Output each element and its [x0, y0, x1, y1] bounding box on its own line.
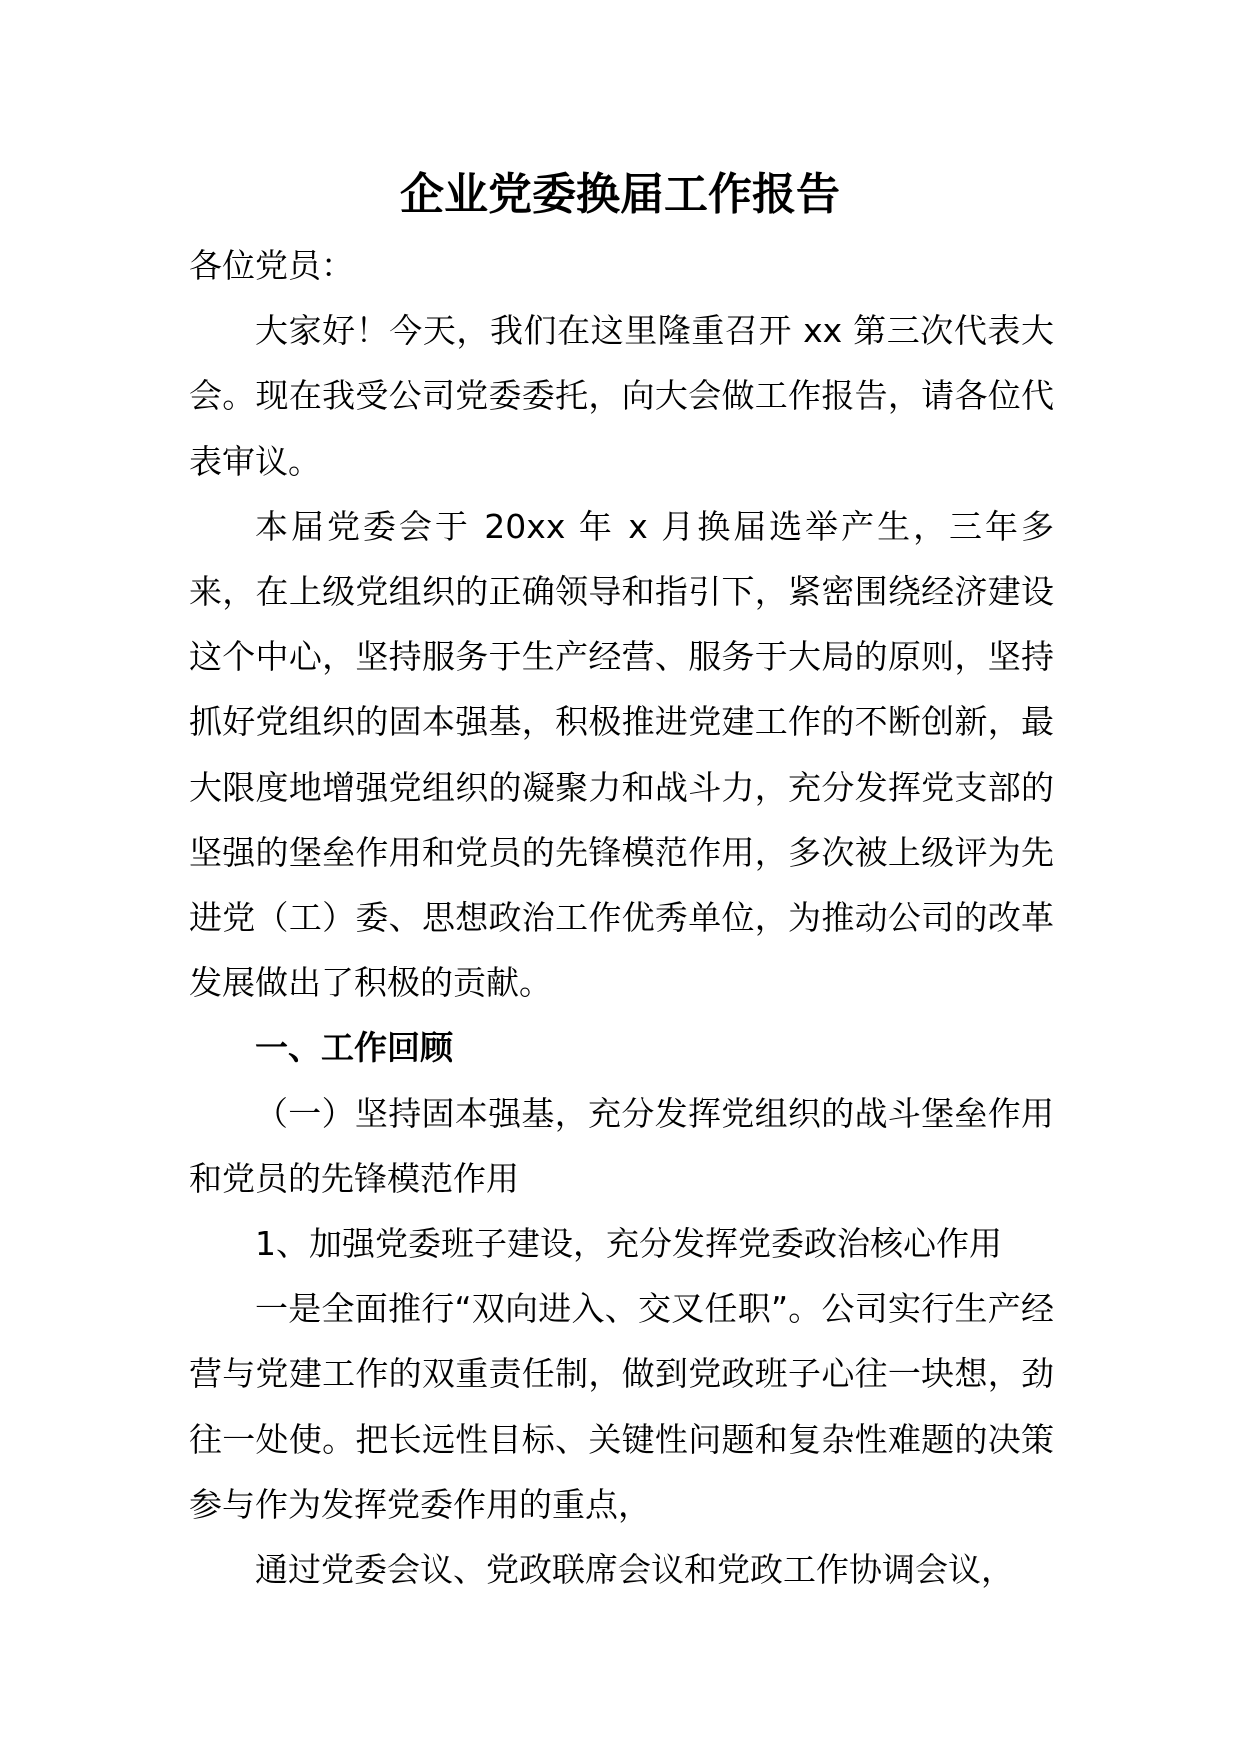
document-body	[189, 233, 1054, 1602]
item-heading: 1、加强党委班子建设，充分发挥党委政治核心作用	[255, 1224, 1002, 1264]
document-title: 企业党委换届工作报告	[400, 169, 840, 220]
salutation: 各位党员：	[189, 246, 354, 285]
subsection-heading: （一）坚持固本强基，充分发挥党组织的战斗堡垒作用和党员的先锋模范作用	[189, 1093, 1054, 1198]
summary-paragraph: 本届党委会于 20xx 年 x 月换届选举产生，三年多来，在上级党组织的正确领导和指引下，紧密围绕经济建设这个中心，坚持服务于生产经营、服务于大局的原则，坚持抓好党组织的固本强基，积极推进党建工作的不断创新，最大限度地增强党组织的凝聚力和战斗力，充分发挥党支部的坚强的堡垒作用和党员的先锋模范作用，多次被上级评为先进党（工）委、思想政治工作优秀单位，为推动公司的改革发展做出了积极的贡献。	[189, 506, 1054, 1003]
item-paragraph: 通过党委会议、党政联席会议和党政工作协调会议，	[255, 1550, 1014, 1590]
opening-paragraph: 大家好！今天，我们在这里隆重召开 xx 第三次代表大会。现在我受公司党委委托，向大会做工作报告，请各位代表审议。	[189, 311, 1054, 481]
item-paragraph: 一是全面推行“双向进入、交叉任职”。公司实行生产经营与党建工作的双重责任制，做到党政班子心往一块想，劲往一处使。把长远性目标、关键性问题和复杂性难题的决策参与作为发挥党委作用的重点，	[189, 1289, 1054, 1524]
section-heading: 一、工作回顾	[255, 1028, 453, 1068]
